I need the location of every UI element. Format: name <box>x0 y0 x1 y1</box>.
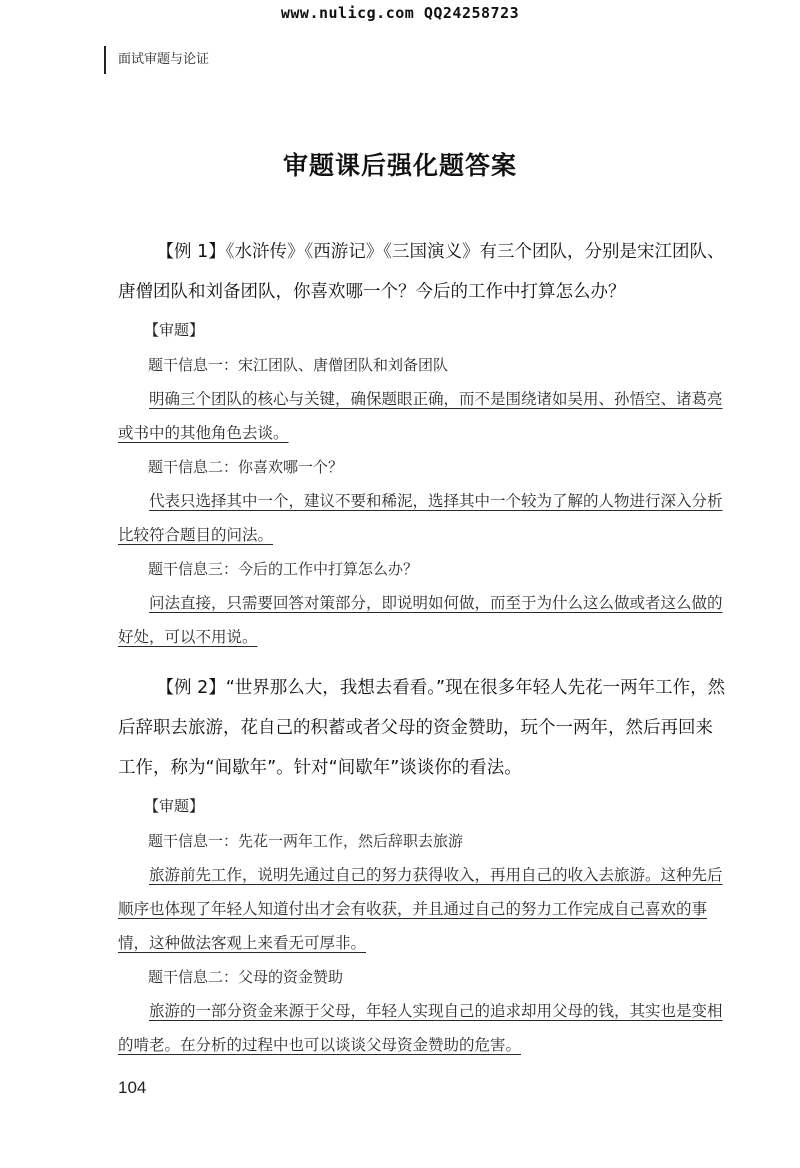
page-title: 审题课后强化题答案 <box>282 151 517 180</box>
running-head: 面试审题与论证 <box>104 46 209 74</box>
example-1-info-1: 题干信息一：宋江团队、唐僧团队和刘备团队 <box>148 356 449 374</box>
example-1-block <box>118 232 728 654</box>
example-2-info-1: 题干信息一：先花一两年工作，然后辞职去旅游 <box>148 832 464 850</box>
example-1-question: 【例 1】《水浒传》《西游记》《三国演义》有三个团队，分别是宋江团队、唐僧团队和刘备团队，你喜欢哪一个？今后的工作中打算怎么办？ <box>118 242 725 302</box>
example-1-review-tag: 【审题】 <box>144 321 205 339</box>
example-1-info-3: 题干信息三：今后的工作中打算怎么办？ <box>148 560 419 578</box>
watermark: www.nulicg.com QQ24258723 <box>280 4 520 22</box>
example-2-note-2: 旅游的一部分资金来源于父母，年轻人实现自己的追求却用父母的钱，其实也是变相的啃老。在分析的过程中也可以谈谈父母资金赞助的危害。 <box>118 1002 723 1054</box>
page-number: 104 <box>118 1078 147 1097</box>
example-2-block <box>118 668 728 1062</box>
example-1-note-1: 明确三个团队的核心与关键，确保题眼正确，而不是围绕诸如吴用、孙悟空、诸葛亮或书中的其他角色去谈。 <box>118 390 723 442</box>
example-1-note-3: 问法直接，只需要回答对策部分，即说明如何做，而至于为什么这么做或者这么做的好处，可以不用说。 <box>118 594 723 646</box>
example-2-question: 【例 2】“世界那么大，我想去看看。”现在很多年轻人先花一两年工作，然后辞职去旅游，花自己的积蓄或者父母的资金赞助，玩个一两年，然后再回来工作，称为“间歇年”。针对“间歇年”谈谈你的看法。 <box>118 678 726 778</box>
example-2-review-tag: 【审题】 <box>144 797 205 815</box>
example-2-note-1: 旅游前先工作，说明先通过自己的努力获得收入，再用自己的收入去旅游。这种先后顺序也体现了年轻人知道付出才会有收获，并且通过自己的努力工作完成自己喜欢的事情，这种做法客观上来看无可厚非。 <box>118 866 723 952</box>
example-1-info-2: 题干信息二：你喜欢哪一个？ <box>148 458 344 476</box>
example-1-note-2: 代表只选择其中一个，建议不要和稀泥，选择其中一个较为了解的人物进行深入分析比较符合题目的问法。 <box>118 492 723 544</box>
example-2-info-2: 题干信息二：父母的资金赞助 <box>148 968 344 986</box>
